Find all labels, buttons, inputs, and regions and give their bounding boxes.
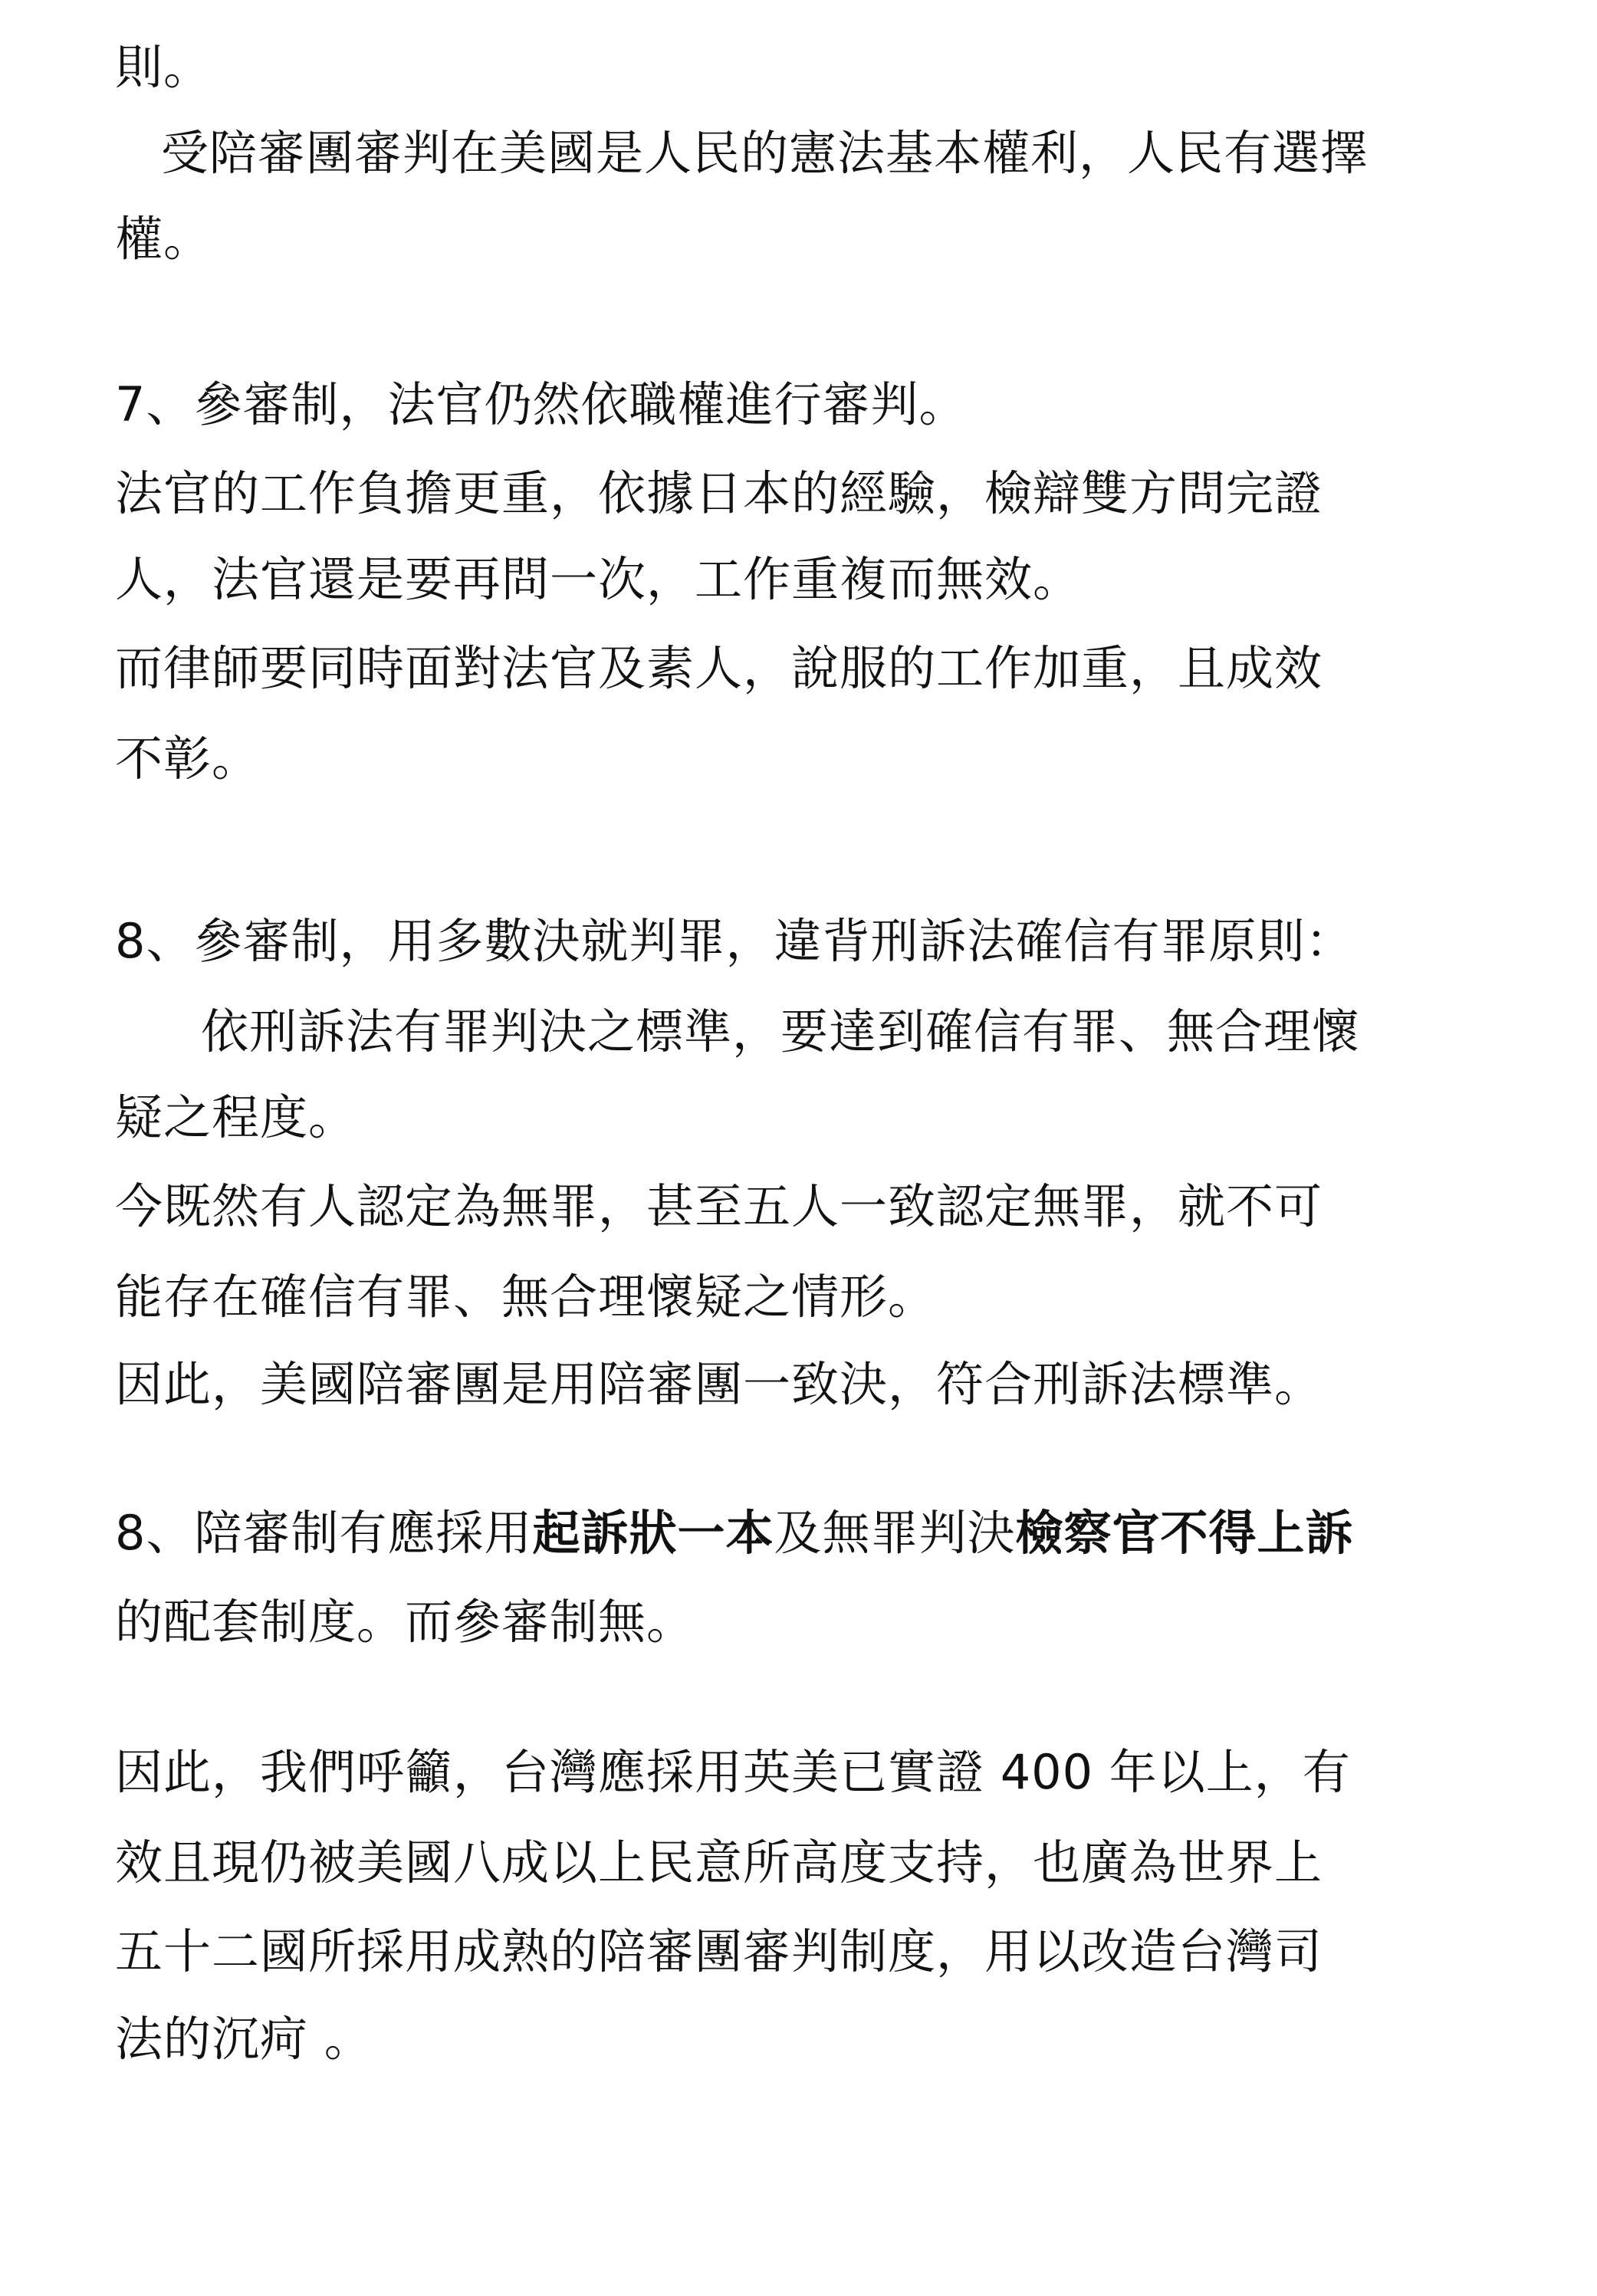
paragraph-line: 而律師要同時面對法官及素人，說服的工作加重，且成效 <box>115 640 1323 696</box>
section-heading-8b <box>115 1503 1354 1564</box>
paragraph-line: 法官的工作負擔更重，依據日本的經驗，檢辯雙方問完證 <box>115 465 1323 521</box>
paragraph-line: 的配套制度。而參審制無。 <box>115 1594 695 1650</box>
paragraph-line: 五十二國所採用成熟的陪審團審判制度，用以改造台灣司 <box>115 1923 1323 1979</box>
paragraph-line: 因此，我們呼籲，台灣應採用英美已實證 400 年以上，有 <box>115 1744 1351 1800</box>
paragraph-line: 依刑訴法有罪判決之標準，要達到確信有罪、無合理懷 <box>201 1003 1361 1059</box>
paragraph-line: 法的沉疴 。 <box>115 2011 373 2067</box>
paragraph-line: 今既然有人認定為無罪，甚至五人一致認定無罪，就不可 <box>115 1178 1323 1234</box>
paragraph-line: 人，法官還是要再問一次，工作重複而無效。 <box>115 551 1082 607</box>
emphasis-text: 起訴狀一本 <box>532 1505 774 1561</box>
paragraph-line: 疑之程度。 <box>115 1089 357 1145</box>
emphasis-text: 檢察官不得上訴 <box>1015 1505 1354 1561</box>
heading-text: 及無罪判決 <box>774 1505 1016 1561</box>
paragraph-line: 則。 <box>115 39 212 95</box>
paragraph-line: 效且現仍被美國八成以上民意所高度支持，也廣為世界上 <box>115 1835 1323 1890</box>
section-heading-8: 8、參審制，用多數決就判罪，違背刑訴法確信有罪原則： <box>115 913 1354 969</box>
heading-text: 8、陪審制有應採用 <box>115 1505 533 1561</box>
paragraph-line: 因此，美國陪審團是用陪審團一致決，符合刑訴法標準。 <box>115 1356 1323 1412</box>
paragraph-line: 權。 <box>115 211 212 267</box>
paragraph-line: 不彰。 <box>115 731 261 787</box>
section-heading-7: 7、參審制，法官仍然依職權進行審判。 <box>115 376 968 432</box>
paragraph-line: 受陪審團審判在美國是人民的憲法基本權利，人民有選擇 <box>161 125 1369 181</box>
paragraph-line: 能存在確信有罪、無合理懷疑之情形。 <box>115 1269 937 1325</box>
